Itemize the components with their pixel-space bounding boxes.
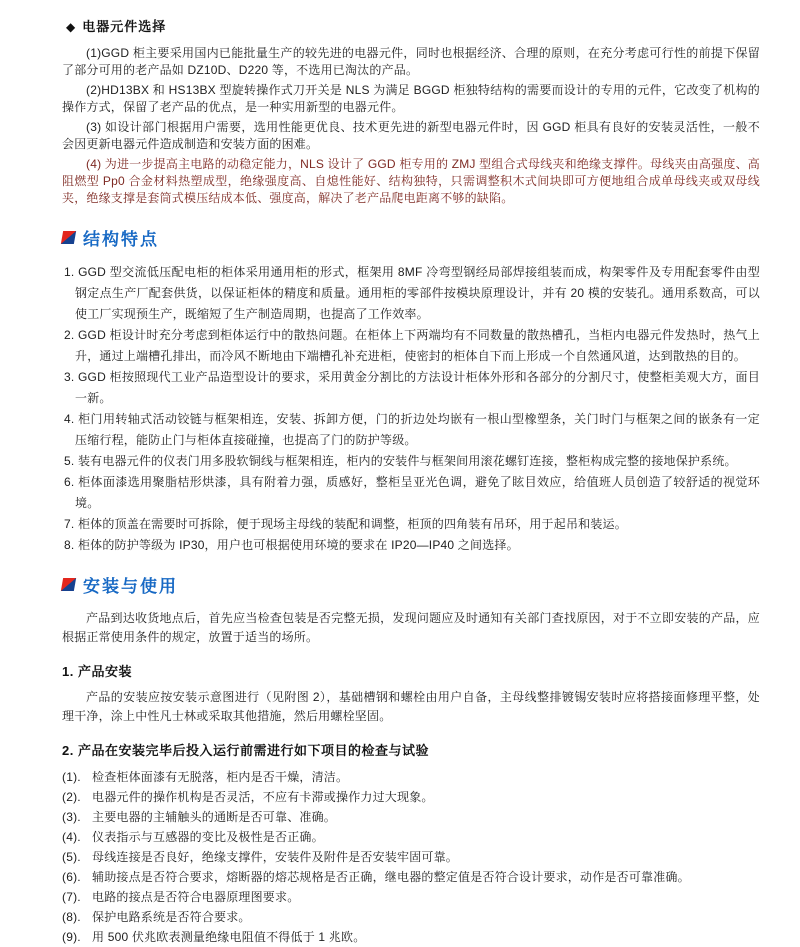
component-paragraph-2: (2)HD13BX 和 HS13BX 型旋转操作式刀开关是 NLS 为满足 BGGD 柜独特结构的需要而设计的专用的元件，它改变了机构的操作方式，保留了老产品的优点，是一种实用新型的电器元件。 (62, 83, 760, 114)
feature-item-3: 3. GGD 柜按照现代工业产品造型设计的要求，采用黄金分割比的方法设计柜体外形和各部分的分割尺寸，使整柜美观大方，面目一新。 (64, 370, 760, 405)
check-item-number: (4). (62, 830, 81, 844)
feature-item-6: 6. 柜体面漆选用聚脂桔形烘漆，具有附着力强，质感好，整柜呈亚光色调，避免了眩目效应，给值班人员创造了较舒适的视觉环境。 (64, 475, 760, 510)
check-item-text: 检查柜体面漆有无脱落，柜内是否干燥，清洁。 (92, 770, 349, 784)
inspection-checklist (62, 767, 760, 947)
structure-section-title: 结构特点 (83, 230, 159, 249)
feature-item-7: 7. 柜体的顶盖在需要时可拆除，便于现场主母线的装配和调整，柜顶的四角装有吊环，用于起吊和装运。 (64, 517, 627, 531)
component-selection-title (66, 16, 760, 35)
check-item-6 (62, 867, 760, 887)
check-item-number: (5). (62, 850, 81, 864)
component-paragraph-3: (3) 如设计部门根据用户需要，选用性能更优良、技术更先进的新型电器元件时，因 GGD 柜具有良好的安装灵活性，一般不会因更新电器元件造成制造和安装方面的困难。 (62, 120, 760, 151)
check-item-number: (2). (62, 790, 81, 804)
feature-item-1: 1. GGD 型交流低压配电柜的柜体采用通用柜的形式，框架用 8MF 冷弯型钢经局部焊接组装而成，构架零件及专用配套零件由型钢定点生产厂配套供货，以保证柜体的精度和质量。通用柜的零部件按模块原理设计，并有 20 模的安装孔。通用系数高，可以使工厂实现预生产，既缩短了生产制造周期，也提高了工作效率。 (64, 265, 760, 321)
check-item-text: 辅助接点是否符合要求，熔断器的熔芯规格是否正确，继电器的整定值是否符合设计要求，动作是否可靠准确。 (92, 870, 690, 884)
check-item-3 (62, 807, 760, 827)
product-install-paragraph: 产品的安装应按安装示意图进行（见附图 2），基础槽钢和螺栓由用户自备，主母线整排镀锡安装时应将搭接面修理平整，处理干净，涂上中性凡士林或采取其他措施，然后用螺栓坚固。 (62, 690, 760, 723)
check-item-text: 仪表指示与互感器的变比及极性是否正确。 (92, 830, 324, 844)
structure-feature-list (64, 262, 760, 556)
component-selection-title-text: 电器元件选择 (82, 19, 167, 34)
install-section-heading (62, 572, 760, 597)
check-item-number: (7). (62, 890, 81, 904)
check-item-number: (1). (62, 770, 81, 784)
check-item-number: (6). (62, 870, 81, 884)
check-item-1 (62, 767, 760, 787)
structure-section-heading (62, 225, 760, 250)
check-item-text: 保护电路系统是否符合要求。 (92, 910, 251, 924)
check-item-text: 主要电器的主辅触头的通断是否可靠、准确。 (92, 810, 337, 824)
component-paragraph-4: (4) 为进一步提高主电路的动稳定能力，NLS 设计了 GGD 柜专用的 ZMJ 型组合式母线夹和绝缘支撑件。母线夹由高强度、高阻燃型 Pp0 合金材料热塑成型，绝缘强度高、自熄性能好、结构独特，只需调整积木式间块即可方便地组合成单母线夹或双母线夹，绝缘支撑是套筒式模压结成本低、强度高，解决了老产品爬电距离不够的缺陷。 (62, 157, 760, 205)
check-item-number: (8). (62, 910, 81, 924)
check-item-number: (3). (62, 810, 81, 824)
install-section-title: 安装与使用 (83, 577, 178, 596)
red-blue-square-icon (61, 578, 76, 591)
feature-item-8: 8. 柜体的防护等级为 IP30，用户也可根据使用环境的要求在 IP20—IP40 之间选择。 (64, 538, 519, 552)
check-item-2 (62, 787, 760, 807)
check-item-text: 电器元件的操作机构是否灵活，不应有卡滞或操作力过大现象。 (92, 790, 434, 804)
check-item-text: 电路的接点是否符合电器原理图要求。 (92, 890, 300, 904)
check-item-text: 用 500 伏兆欧表测量绝缘电阻值不得低于 1 兆欧。 (92, 930, 366, 944)
component-paragraph-1: (1)GGD 柜主要采用国内已能批量生产的较先进的电器元件，同时也根据经济、合理的原则，在充分考虑可行性的前提下保留了部分可用的老产品如 DZ10D、D220 等，不选用已淘汰的产品。 (62, 46, 760, 77)
check-item-5 (62, 847, 760, 867)
feature-item-5: 5. 装有电器元件的仪表门用多股软铜线与框架相连，柜内的安装件与框架间用滚花螺钉连接，整柜构成完整的接地保护系统。 (64, 454, 737, 468)
check-item-7 (62, 887, 760, 907)
red-blue-square-icon (61, 231, 76, 244)
check-item-4 (62, 827, 760, 847)
feature-item-2: 2. GGD 柜设计时充分考虑到柜体运行中的散热问题。在柜体上下两端均有不同数量的散热槽孔，当柜内电器元件发热时，热气上升，通过上端槽孔排出，而冷风不断地由下端槽孔补充进柜，使密封的柜体自下而上形成一个自然通风道，达到散热的目的。 (64, 328, 760, 363)
check-item-text: 母线连接是否良好，绝缘支撑件，安装件及附件是否安装牢固可靠。 (92, 850, 459, 864)
diamond-icon: ◆ (66, 20, 77, 34)
inspection-test-subheading: 2. 产品在安装完毕后投入运行前需进行如下项目的检查与试验 (62, 743, 429, 758)
product-install-subheading: 1. 产品安装 (62, 664, 132, 679)
check-item-8 (62, 907, 760, 927)
check-item-9 (62, 927, 760, 947)
check-item-number: (9). (62, 930, 81, 944)
install-intro-paragraph: 产品到达收货地点后，首先应当检查包装是否完整无损，发现问题应及时通知有关部门查找原因，对于不立即安装的产品，应根据正常使用条件的规定，放置于适当的场所。 (62, 611, 760, 644)
feature-item-4: 4. 柜门用转轴式活动铰链与框架相连，安装、拆卸方便，门的折边处均嵌有一根山型橡塑条，关门时门与框架之间的嵌条有一定压缩行程，能防止门与柜体直接碰撞，也提高了门的防护等级。 (64, 412, 760, 447)
